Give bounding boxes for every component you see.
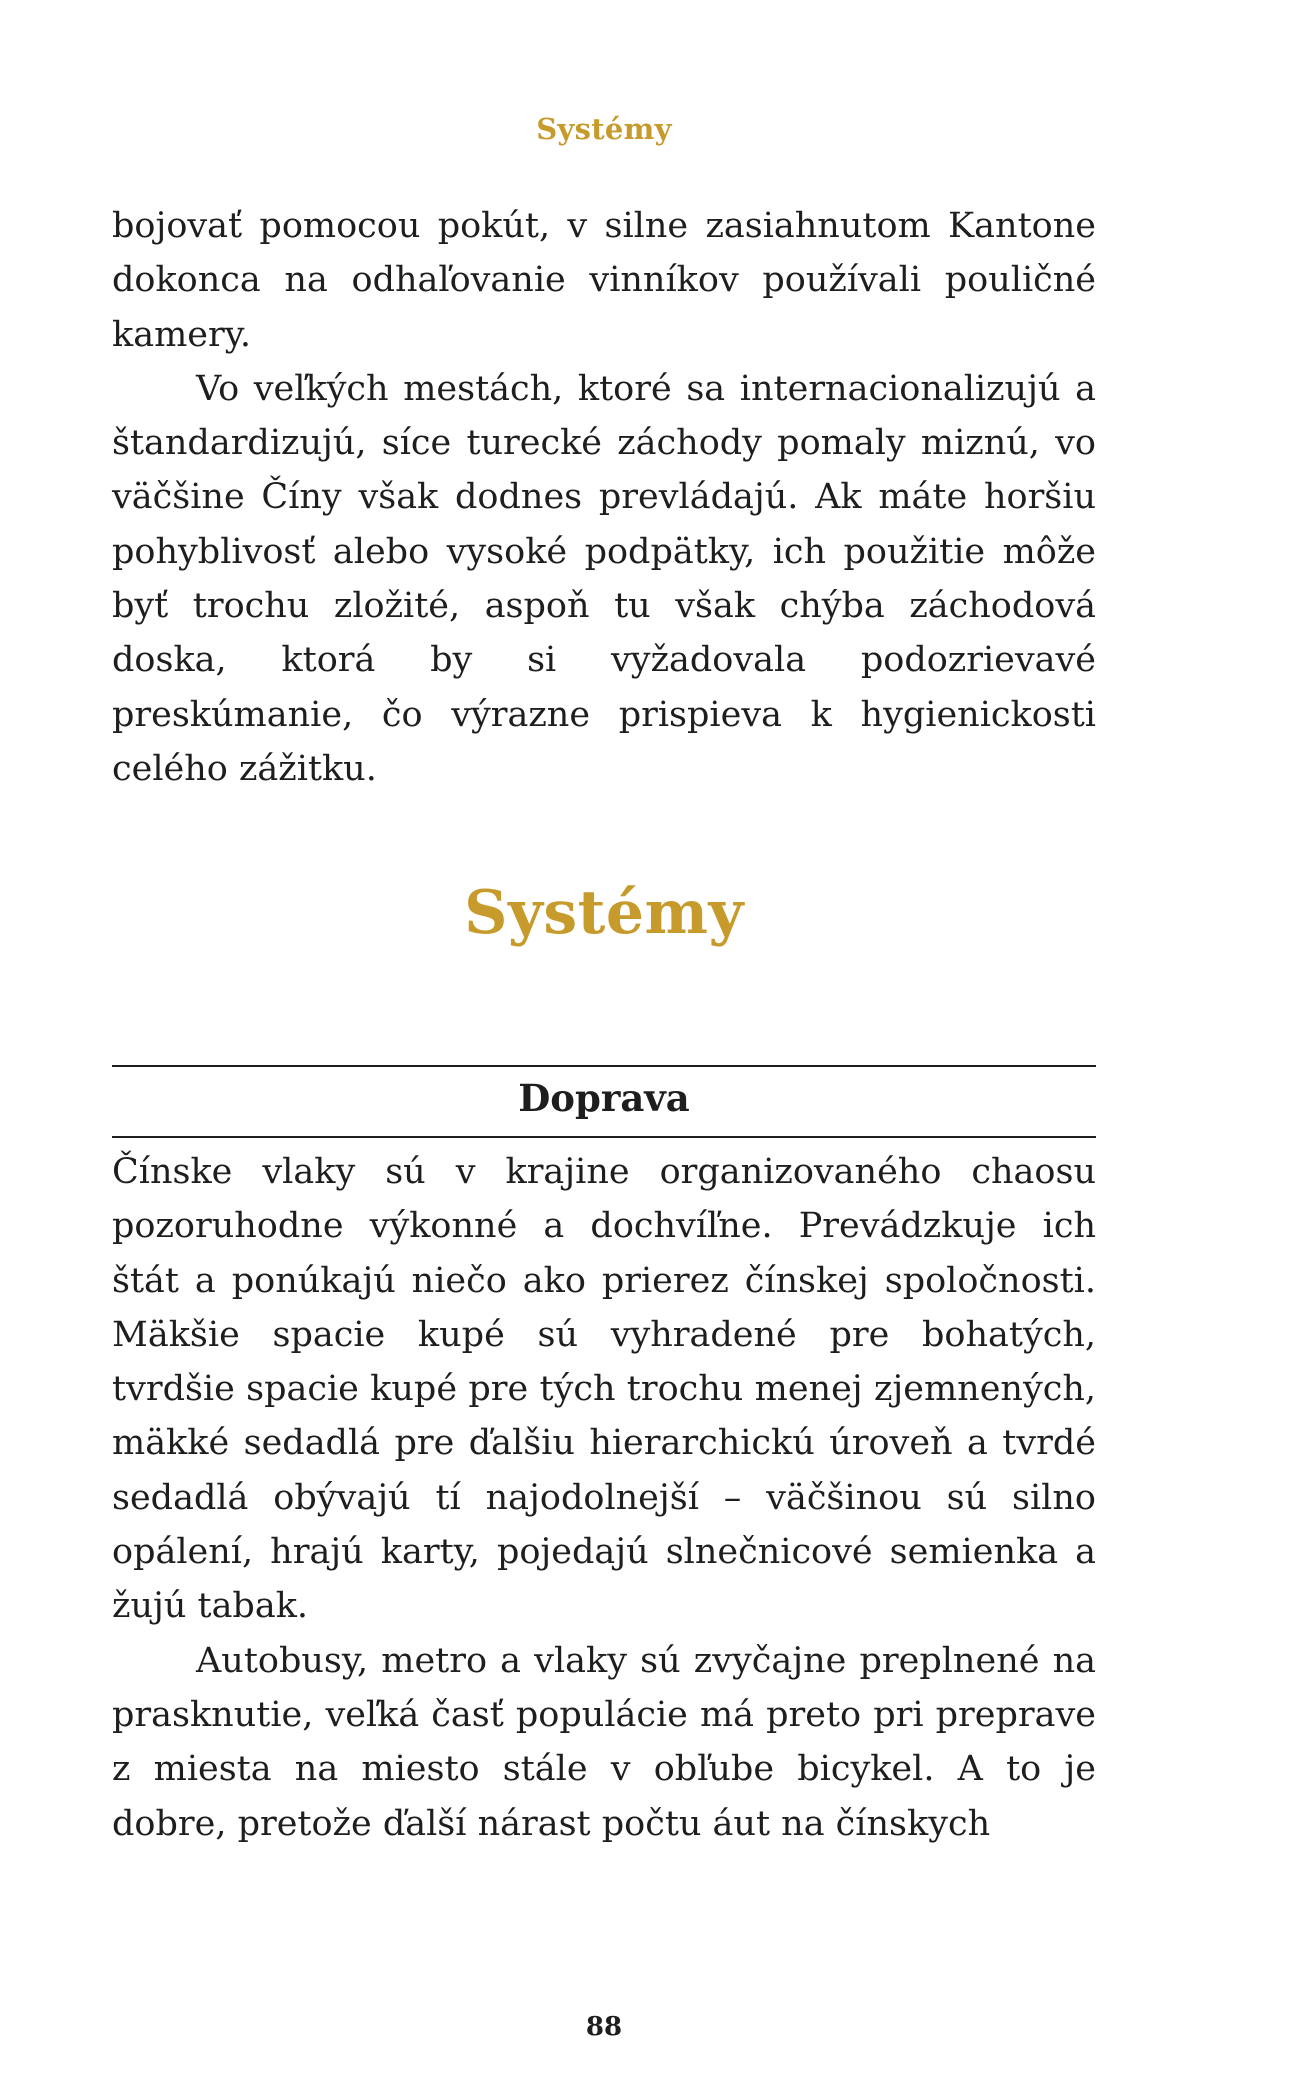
section-rule-top <box>112 1065 1096 1067</box>
paragraph: bojovať pomocou pokút, v silne zasiahnutom Kantone dokonca na odhaľovanie vinníkov používali pouličné kamery. <box>112 206 1096 355</box>
section-heading: Doprava <box>518 1076 690 1120</box>
paragraph: Čínske vlaky sú v krajine organizovaného chaosu pozoruhodne výkonné a dochvíľne. Prevádzkuje ich štát a ponúkajú niečo ako prierez čínskej spoločnosti. Mäkšie spacie kupé sú vyhradené pre bohatých, tvrdšie spacie kupé pre tých trochu menej zjemnených, mäkké sedadlá pre ďalšiu hierarchickú úroveň a tvrdé sedadlá obývajú tí najodolnejší – väčšinou sú silno opálení, hrajú karty, pojedajú slnečnicové semienka a žujú tabak. <box>112 1152 1096 1627</box>
paragraph: Vo veľkých mestách, ktoré sa internacionalizujú a štandardizujú, síce turecké záchody pomaly miznú, vo väčšine Číny však dodnes prevládajú. Ak máte horšiu pohyblivosť alebo vysoké podpätky, ich použitie môže byť trochu zložité, aspoň tu však chýba záchodová doska, ktorá by si vyžadovala podozrievavé preskúmanie, čo výrazne prispieva k hygienickosti celého zážitku. <box>112 368 1096 789</box>
section-rule-bottom <box>112 1136 1096 1138</box>
section-text <box>112 1145 1096 1851</box>
page-number: 88 <box>585 2012 623 2042</box>
continuation-text <box>112 199 1096 796</box>
paragraph: Autobusy, metro a vlaky sú zvyčajne preplnené na prasknutie, veľká časť populácie má preto pri preprave z miesta na miesto stále v obľube bicykel. A to je dobre, pretože ďalší nárast počtu áut na čínskych <box>112 1640 1096 1844</box>
running-head: Systémy <box>536 112 672 146</box>
chapter-title: Systémy <box>464 878 744 948</box>
